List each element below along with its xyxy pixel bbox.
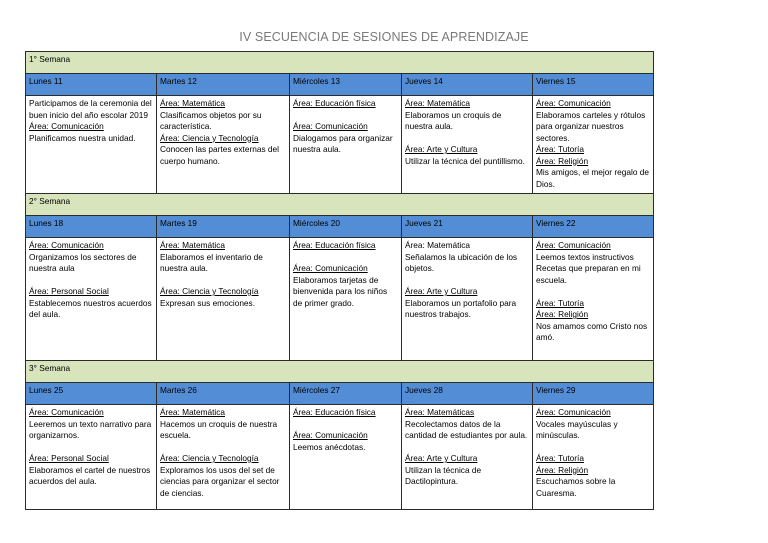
session-cell <box>533 405 654 510</box>
activity-text: Vocales mayúsculas y minúsculas. <box>536 418 618 440</box>
activity-text: Utilizan la técnica de Dactilopintura. <box>405 464 482 486</box>
day-header: Viernes 15 <box>533 74 654 96</box>
area-label: Área: Tutoría <box>536 453 584 463</box>
day-header: Miércoles 13 <box>290 74 402 96</box>
spacer <box>536 442 650 454</box>
area-label: Área: Matemática <box>160 407 226 417</box>
area-label: Área: Matemática <box>405 98 471 108</box>
area-label: Área: Arte y Cultura <box>405 144 478 154</box>
area-label: Área: Comunicación <box>293 263 368 273</box>
area-label: Área: Comunicación <box>536 240 611 250</box>
spacer <box>293 252 398 264</box>
activity-text: Conocen las partes externas del cuerpo humano. <box>160 144 279 166</box>
area-label: Área: Religión <box>536 309 589 319</box>
activity-text: Recolectamos datos de la cantidad de estudiantes por aula. <box>405 418 528 440</box>
area-label: Área: Religión <box>536 155 589 166</box>
day-header: Miércoles 27 <box>290 383 402 405</box>
week-label: 2° Semana <box>26 194 654 216</box>
day-header-row <box>26 383 654 405</box>
activity-text: Señalamos la ubicación de los objetos. <box>405 251 518 273</box>
session-cell <box>402 96 533 194</box>
area-label: Área: Matemáticas <box>405 407 475 417</box>
area-label: Área: Tutoría <box>536 144 584 154</box>
day-header-row <box>26 216 654 238</box>
week-header-row <box>26 361 654 383</box>
area-label: Área: Ciencia y Tecnología <box>160 132 259 143</box>
activity-text: Dialogamos para organizar nuestra aula. <box>293 132 393 154</box>
schedule-body <box>26 52 654 510</box>
day-header: Jueves 28 <box>402 383 533 405</box>
spacer <box>405 442 529 454</box>
area-label: Área: Comunicación <box>536 407 611 417</box>
activity-text: Clasificamos objetos por su característica. <box>160 109 262 131</box>
area-label: Área: Ciencia y Tecnología <box>160 286 259 296</box>
session-row <box>26 96 654 194</box>
schedule-table <box>25 51 654 510</box>
area-label: Área: Comunicación <box>293 430 368 440</box>
day-header: Martes 12 <box>157 74 290 96</box>
session-row <box>26 405 654 510</box>
area-label: Área: Matemática <box>160 98 226 108</box>
area-label: Área: Comunicación <box>29 121 104 131</box>
area-label: Área: Comunicación <box>536 98 611 108</box>
area-label: Área: Matemática <box>160 240 226 250</box>
activity-text: Planificamos nuestra unidad. <box>29 132 136 143</box>
spacer <box>29 442 153 454</box>
activity-text: Leeremos un texto narrativo para organizarnos. <box>29 418 152 440</box>
day-header: Martes 19 <box>157 216 290 238</box>
session-cell <box>533 96 654 194</box>
area-label: Área: Educación física <box>293 98 376 108</box>
activity-text: Utilizar la técnica del puntillismo. <box>405 155 525 166</box>
activity-text: Elaboramos un croquis de nuestra aula. <box>405 109 502 131</box>
day-header-row <box>26 74 654 96</box>
day-header: Jueves 14 <box>402 74 533 96</box>
activity-text: Leemos textos instructivos Recetas que preparan en mi escuela. <box>536 251 641 285</box>
session-cell <box>290 405 402 510</box>
area-label: Área: Personal Social <box>29 453 109 463</box>
day-header: Lunes 18 <box>26 216 157 238</box>
session-cell <box>533 238 654 361</box>
session-cell <box>26 405 157 510</box>
area-label: Área: Arte y Cultura <box>405 453 478 463</box>
area-label: Área: Comunicación <box>293 121 368 131</box>
day-header: Viernes 22 <box>533 216 654 238</box>
activity-text: Elaboramos el inventario de nuestra aula. <box>160 251 263 273</box>
spacer <box>405 275 529 287</box>
activity-text: Elaboramos carteles y rótulos para organizar nuestros sectores. <box>536 109 646 143</box>
week-header-row <box>26 52 654 74</box>
spacer <box>293 110 398 122</box>
area-label: Área: Educación física <box>293 407 376 417</box>
day-header: Jueves 21 <box>402 216 533 238</box>
day-header: Lunes 25 <box>26 383 157 405</box>
area-label: Área: Personal Social <box>29 286 109 296</box>
activity-text: Exploramos los usos del set de ciencias para organizar el sector de ciencias. <box>160 464 280 498</box>
activity-text: Expresan sus emociones. <box>160 297 256 308</box>
session-cell <box>26 96 157 194</box>
activity-text: Escuchamos sobre la Cuaresma. <box>536 476 616 498</box>
spacer <box>293 419 398 431</box>
activity-text: Elaboramos un portafolio para nuestros trabajos. <box>405 297 517 319</box>
activity-text: Elaboramos el cartel de nuestros acuerdos del aula. <box>29 464 151 486</box>
session-cell <box>290 238 402 361</box>
day-header: Martes 26 <box>157 383 290 405</box>
document-title: IV SECUENCIA DE SESIONES DE APRENDIZAJE <box>239 30 529 44</box>
week-header-row <box>26 194 654 216</box>
activity-text: Mis amigos, el mejor regalo de Dios. <box>536 167 649 189</box>
session-cell <box>402 238 533 361</box>
area-label: Área: Ciencia y Tecnología <box>160 453 259 463</box>
day-header: Lunes 11 <box>26 74 157 96</box>
activity-text: Participamos de la ceremonia del buen inicio del año escolar 2019 <box>29 98 152 120</box>
day-header: Miércoles 20 <box>290 216 402 238</box>
session-cell <box>26 238 157 361</box>
session-cell <box>402 405 533 510</box>
session-cell <box>157 405 290 510</box>
activity-text: Elaboramos tarjetas de bienvenida para los niños de primer grado. <box>293 274 388 308</box>
area-label: Área: Educación física <box>293 240 376 250</box>
spacer <box>536 286 650 298</box>
session-cell <box>157 96 290 194</box>
area-label: Área: Comunicación <box>29 240 104 250</box>
day-header: Viernes 29 <box>533 383 654 405</box>
session-cell <box>290 96 402 194</box>
spacer <box>160 275 286 287</box>
session-cell <box>157 238 290 361</box>
activity-text: Organizamos los sectores de nuestra aula <box>29 251 137 273</box>
spacer <box>160 442 286 454</box>
week-label: 3° Semana <box>26 361 654 383</box>
area-label: Área: Tutoría <box>536 297 584 308</box>
area-label: Área: Religión <box>536 464 589 475</box>
session-row <box>26 238 654 361</box>
spacer <box>29 275 153 287</box>
activity-text: Nos amamos como Cristo nos amó. <box>536 320 648 342</box>
spacer <box>405 133 529 145</box>
activity-text: Establecemos nuestros acuerdos del aula. <box>29 297 152 319</box>
activity-text: Área: Matemática <box>405 240 471 250</box>
week-label: 1° Semana <box>26 52 654 74</box>
activity-text: Hacemos un croquis de nuestra escuela. <box>160 418 278 440</box>
area-label: Área: Arte y Cultura <box>405 286 478 296</box>
area-label: Área: Comunicación <box>29 407 104 417</box>
activity-text: Leemos anécdotas. <box>293 441 366 452</box>
